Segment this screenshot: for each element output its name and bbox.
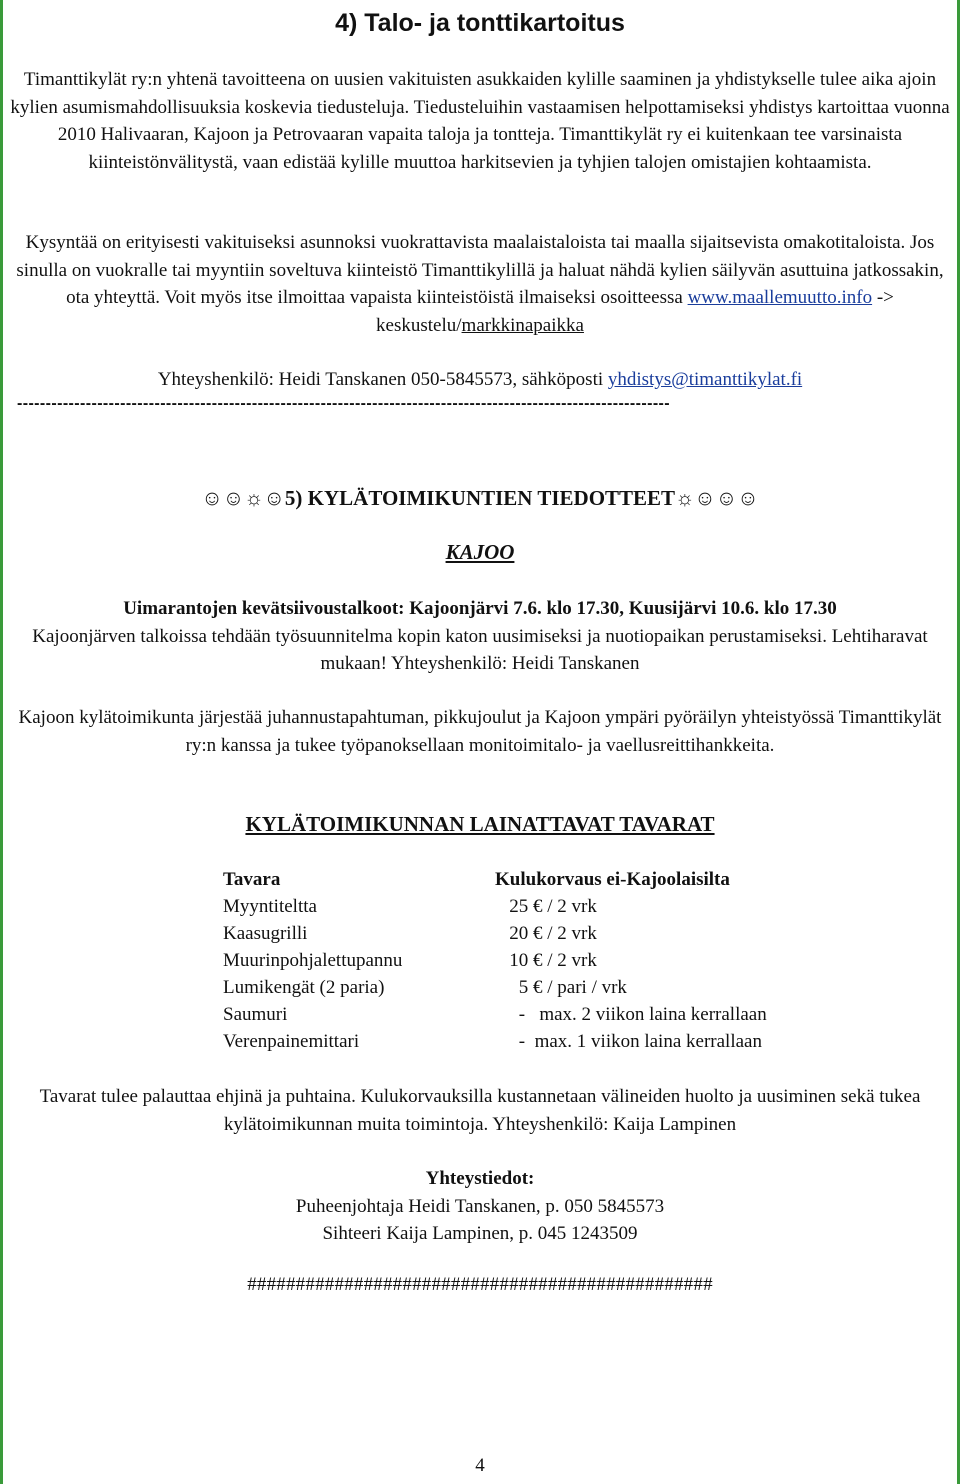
hash-separator: ################################################	[247, 1274, 713, 1295]
events-paragraph	[9, 704, 951, 759]
lending-table	[223, 866, 863, 1055]
table-row	[223, 974, 863, 1001]
dashed-separator: ------------------------------------------------------------------------------------------------------------------	[17, 395, 671, 412]
intro-paragraph	[9, 66, 951, 176]
village-heading: KAJOO	[445, 540, 515, 564]
demand-body: Kysyntää on erityisesti vakituiseksi asunnoksi vuokrattavista maalaistaloista tai maalla sijaitsevista omakotitaloista. Jos sinulla on vuokralle tai myyntiin soveltuva kiinteistö Timanttikylillä ja haluat nähdä kylien säilyvän asuttuina jatkossakin, ota yhteyttä. Voit myös itse ilmoittaa vapaista kiinteistöistä ilmaiseksi osoitteessa	[16, 232, 944, 308]
demand-paragraph	[9, 229, 951, 339]
page-number: 4	[475, 1455, 485, 1476]
contact-line	[9, 366, 951, 394]
events-text: Kajoon kylätoimikunta järjestää juhannustapahtuman, pikkujoulut ja Kajoon ympäri pyöräilyn yhteistyössä Timanttikylät ry:n kanssa ja tukee työpanoksellaan monitoimitalo- ja vaellusreittihankkeita.	[18, 707, 942, 756]
talkoot-heading: Uimarantojen kevätsiivoustalkoot: Kajoonjärvi 7.6. klo 17.30, Kuusijärvi 10.6. klo 17.30	[123, 598, 837, 619]
maallemuutto-link[interactable]: www.maallemuutto.info	[687, 287, 873, 308]
contacts-block	[9, 1165, 951, 1248]
contacts-heading: Yhteystiedot:	[425, 1168, 535, 1189]
section-title: 4) Talo- ja tonttikartoitus	[335, 9, 625, 37]
item-fee: 20 € / 2 vrk	[495, 923, 597, 944]
item-fee: 10 € / 2 vrk	[495, 950, 597, 971]
contact-text	[9, 366, 951, 394]
item-fee: - max. 2 viikon laina kerrallaan	[495, 1004, 767, 1025]
table-row	[223, 1001, 863, 1028]
item-name: Saumuri	[223, 1004, 288, 1025]
arrow-text: -> keskustelu/	[376, 287, 894, 336]
item-name: Verenpainemittari	[223, 1031, 360, 1052]
item-fee: 25 € / 2 vrk	[495, 896, 597, 917]
item-name: Muurinpohjalettupannu	[223, 950, 403, 971]
table-row	[223, 947, 863, 974]
column-header-item: Tavara	[223, 869, 281, 890]
contact-person: Yhteyshenkilö: Heidi Tanskanen 050-5845573, sähköposti	[157, 369, 608, 390]
item-fee: 5 € / pari / vrk	[495, 977, 627, 998]
section5-heading: ☺☺☼☺5) KYLÄTOIMIKUNTIEN TIEDOTTEET☼☺☺☺	[201, 486, 759, 510]
table-header	[223, 866, 863, 893]
secretary-contact: Sihteeri Kaija Lampinen, p. 045 1243509	[322, 1223, 638, 1244]
item-name: Lumikengät (2 paria)	[223, 977, 385, 998]
table-row	[223, 893, 863, 920]
email-link[interactable]: yhdistys@timanttikylat.fi	[607, 369, 803, 390]
table-row	[223, 920, 863, 947]
chair-contact: Puheenjohtaja Heidi Tanskanen, p. 050 5845573	[295, 1195, 665, 1217]
markkinapaikka-link[interactable]: markkinapaikka	[461, 314, 584, 336]
lending-heading: KYLÄTOIMIKUNNAN LAINATTAVAT TAVARAT	[245, 812, 715, 836]
demand-text	[9, 229, 951, 339]
return-paragraph	[9, 1083, 951, 1138]
intro-text: Timanttikylät ry:n yhtenä tavoitteena on uusien vakituisten asukkaiden kylille saaminen ja yhdistykselle tulee aika ajoin kylien asumismahdollisuuksia koskevia tiedusteluja. Tiedusteluihin vastaamisen helpottamiseksi yhdistys kartoittaa vuonna 2010 Halivaaran, Kajoon ja Petrovaaran vapaita taloja ja tontteja. Timanttikylät ry ei kuitenkaan tee varsinaista kiinteistönvälitystä, vaan edistää kylille muuttoa harkitsevien ja tyhjien talojen omistajien kohtaamista.	[10, 69, 950, 173]
talkoot-text: Kajoonjärven talkoissa tehdään työsuunnitelma kopin katon uusimiseksi ja nuotiopaikan perustamiseksi. Lehtiharavat mukaan! Yhteyshenkilö: Heidi Tanskanen	[32, 625, 928, 674]
item-fee: - max. 1 viikon laina kerrallaan	[495, 1031, 762, 1052]
item-name: Myyntiteltta	[223, 896, 317, 917]
column-header-fee: Kulukorvaus ei-Kajoolaisilta	[495, 869, 730, 890]
item-name: Kaasugrilli	[223, 923, 308, 944]
talkoot-block	[9, 595, 951, 678]
table-row	[223, 1028, 863, 1055]
return-text: Tavarat tulee palauttaa ehjinä ja puhtaina. Kulukorvauksilla kustannetaan välineiden huolto ja uusiminen sekä tukea kylätoimikunnan muita toimintoja. Yhteyshenkilö: Kaija Lampinen	[39, 1086, 921, 1135]
